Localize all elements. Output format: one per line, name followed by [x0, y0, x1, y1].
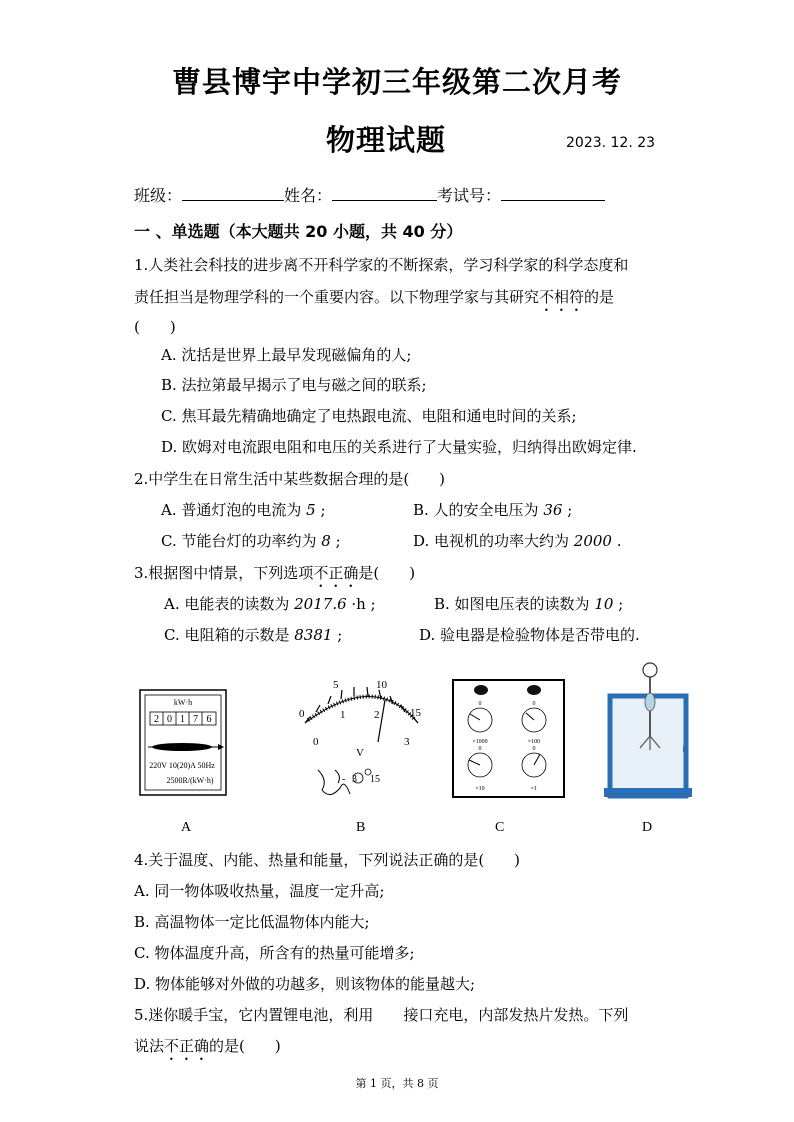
voltmeter-bottom-tick: 0 [313, 736, 319, 748]
q1-emphasis: 不相符 [539, 288, 585, 306]
q2-option-c: C. 节能台灯的功率约为 8 ; [161, 532, 341, 550]
student-info-row [134, 183, 605, 206]
q3-stem: 3.根据图中情景，下列选项不正确是( ) [134, 564, 416, 582]
page-footer: 第 1 页，共 8 页 [355, 1077, 439, 1090]
svg-text:0: 0 [532, 746, 536, 752]
q1-line1: 1.人类社会科技的进步离不开科学家的不断探索，学习科学家的科学态度和 [134, 256, 629, 274]
q1-option-c: C. 焦耳最先精确地确定了电热跟电流、电阻和通电时间的关系; [161, 407, 577, 425]
q2-option-a: A. 普通灯泡的电流为 5 ; [161, 501, 326, 519]
meter-digit: 1 [180, 714, 185, 725]
voltmeter-bottom-tick: 2 [374, 709, 380, 721]
exam-no-blank [501, 186, 605, 201]
q5-line1: 5.迷你暖手宝，它内置锂电池，利用 接口充电，内部发热片发热。下列 [134, 1006, 629, 1024]
exam-subtitle: 物理试题 [326, 123, 447, 157]
dial-mult: ×1000 [472, 739, 488, 745]
svg-text:0: 0 [532, 701, 536, 707]
dial-1000 [468, 701, 492, 745]
q4-option-a: A. 同一物体吸收热量，温度一定升高; [134, 882, 385, 900]
meter-digit: 2 [154, 714, 159, 725]
q1-option-b: B. 法拉第最早揭示了电与磁之间的联系; [161, 376, 427, 394]
voltmeter-unit: V [356, 747, 364, 759]
exam-no-label: 考试号： [437, 186, 502, 205]
q1-option-a: A. 沈括是世界上最早发现磁偏角的人; [161, 346, 412, 364]
meter-digit: 6 [206, 714, 212, 725]
terminal-label: 15 [370, 774, 380, 785]
terminal-label: 3 [352, 774, 357, 785]
exam-title: 曹县博宇中学初三年级第二次月考 [171, 65, 622, 99]
q5-line2: 说法不正确的是( ) [134, 1037, 281, 1055]
q3-option-d: D. 验电器是检验物体是否带电的. [419, 626, 640, 644]
q4-option-c: C. 物体温度升高，所含有的热量可能增多; [134, 944, 415, 962]
dial-10 [468, 746, 492, 792]
q2-stem: 2.中学生在日常生活中某些数据合理的是( ) [134, 470, 446, 488]
dial-1 [522, 746, 546, 792]
section-heading: 一 、单选题（本大题共 20 小题，共 40 分） [134, 222, 463, 241]
voltmeter-top-tick: 0 [299, 708, 305, 720]
q4-option-b: B. 高温物体一定比低温物体内能大; [134, 913, 370, 931]
q2-option-b: B. 人的安全电压为 36 ; [413, 501, 573, 519]
meter-spec: 220V 10(20)A 50Hz [149, 761, 215, 770]
name-label: 姓名： [284, 186, 333, 205]
figure-label-d: D [642, 820, 653, 835]
voltmeter-figure [299, 679, 422, 795]
q3-option-b: B. 如图电压表的读数为 10 ; [434, 595, 624, 613]
q3-emphasis: 不正确 [313, 564, 359, 582]
meter-digit: 0 [167, 714, 172, 725]
q4-stem: 4.关于温度、内能、热量和能量，下列说法正确的是( ) [134, 851, 521, 869]
name-blank [332, 186, 437, 201]
q4-option-d: D. 物体能够对外做的功越多，则该物体的能量越大; [134, 975, 476, 993]
meter-disc [148, 743, 224, 751]
q1-option-d: D. 欧姆对电流跟电阻和电压的关系进行了大量实验，归纳得出欧姆定律. [161, 438, 637, 456]
q1-line2: 责任担当是物理学科的一个重要内容。以下物理学家与其研究不相符的是 [134, 288, 615, 306]
voltmeter-top-tick: 5 [333, 679, 339, 691]
voltmeter-terminals [318, 769, 380, 795]
q3-option-a: A. 电能表的读数为 2017.6 ·h ; [164, 595, 376, 613]
svg-text:0: 0 [478, 701, 482, 707]
figure-label-a: A [181, 820, 192, 835]
q3-figures [130, 650, 700, 840]
q5-emphasis: 不正确 [164, 1037, 210, 1055]
meter-digits [150, 712, 216, 725]
q1-paren: ( ) [134, 318, 176, 336]
q2-option-d: D. 电视机的功率大约为 2000 . [413, 532, 622, 550]
voltmeter-top-tick: 15 [410, 707, 421, 719]
meter-rev: 2500R/(kW·h) [166, 776, 214, 785]
class-label: 班级： [134, 186, 183, 205]
class-blank [182, 186, 284, 201]
figure-label-b: B [356, 820, 366, 835]
dial-100 [522, 701, 546, 745]
dial-mult: ×100 [527, 739, 541, 745]
dial-mult: ×10 [475, 786, 485, 792]
energy-meter-figure [140, 690, 226, 795]
q3-option-c: C. 电阻箱的示数是 8381 ; [164, 626, 343, 644]
voltmeter-bottom-tick: 1 [340, 709, 346, 721]
figure-label-c: C [495, 820, 505, 835]
exam-date: 2023. 12. 23 [566, 135, 656, 151]
terminal-label: - [342, 774, 346, 785]
dial-mult: ×1 [530, 786, 538, 792]
meter-unit: kW·h [173, 698, 193, 707]
voltmeter-bottom-tick: 3 [404, 736, 410, 748]
voltmeter-top-tick: 10 [376, 679, 387, 691]
electroscope-figure [604, 663, 692, 797]
resistance-box-figure [453, 680, 564, 797]
meter-digit: 7 [193, 714, 198, 725]
svg-text:0: 0 [478, 746, 482, 752]
